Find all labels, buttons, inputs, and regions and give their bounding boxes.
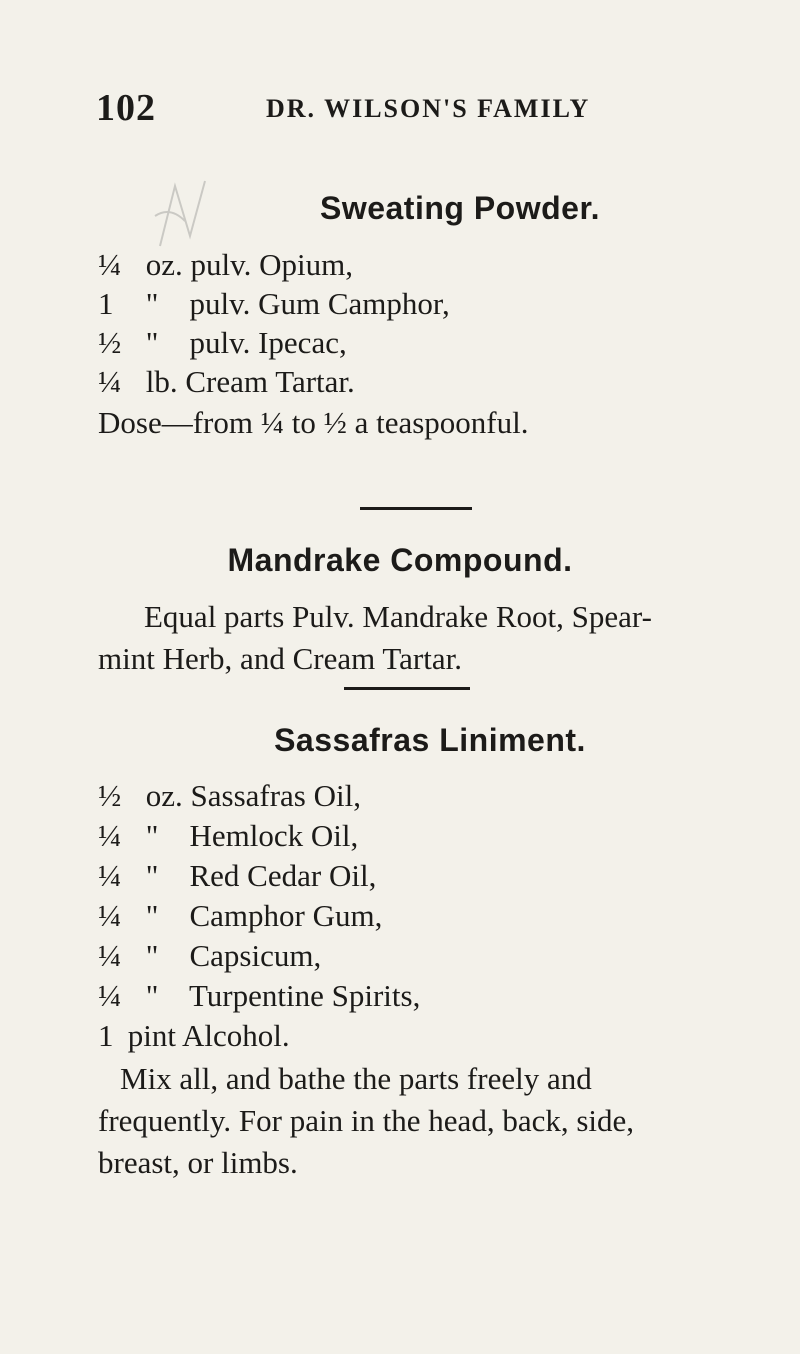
quantity: ¼ [98,938,122,973]
running-head: DR. WILSON'S FAMILY [266,94,591,123]
ingredient: Sassafras Oil, [190,778,361,813]
unit: " [145,978,159,1013]
unit: " [145,898,159,933]
quantity: ¼ [98,978,122,1013]
recipe-line [98,778,361,814]
unit: lb. [145,364,178,399]
recipe-line [98,898,382,934]
section-title-sweating-powder: Sweating Powder. [319,190,601,226]
paragraph-line: Mix all, and bathe the parts freely and [120,1061,592,1096]
recipe-line [98,325,347,361]
paragraph-line: Equal parts Pulv. Mandrake Root, Spear- [144,599,652,634]
recipe-line [98,858,376,894]
ingredient: Red Cedar Oil, [189,858,377,893]
unit: " [145,286,159,321]
quantity: ½ [98,778,122,813]
quantity: ¼ [98,898,122,933]
section-title-sassafras-liniment: Sassafras Liniment. [274,722,586,758]
ingredient: Camphor Gum, [189,898,383,933]
unit: " [145,938,159,973]
quantity: ¼ [98,364,122,399]
ingredient: Alcohol. [182,1018,290,1053]
unit: oz. [145,247,183,282]
unit: oz. [145,778,183,813]
ingredient: pulv. Gum Camphor, [189,286,450,321]
dose-line: Dose—from ¼ to ½ a teaspoonful. [98,405,529,440]
recipe-line [98,818,358,854]
recipe-line [98,938,321,974]
paragraph-line: frequently. For pain in the head, back, side, [98,1103,635,1138]
page-number: 102 [96,87,156,129]
quantity: ¼ [98,858,122,893]
ingredient: Cream Tartar. [185,364,355,399]
ingredient: Capsicum, [189,938,322,973]
ingredient: Turpentine Spirits, [188,978,421,1013]
ingredient: pulv. Ipecac, [189,325,347,360]
quantity: ¼ [98,818,122,853]
ingredient: Hemlock Oil, [189,818,359,853]
quantity: 1 [98,286,114,321]
recipe-line [98,978,420,1014]
recipe-line [98,247,353,283]
section-title-mandrake-compound: Mandrake Compound. [227,542,573,578]
unit: " [145,325,159,360]
quantity: ½ [98,325,122,360]
unit: " [145,858,159,893]
sassafras-directions [98,1058,768,1184]
page-header [96,86,616,136]
quantity: ¼ [98,247,122,282]
recipe-line [98,1018,290,1054]
unit: pint [127,1018,176,1053]
mandrake-body [98,596,768,680]
section-divider [344,687,470,690]
recipe-line [98,364,355,400]
unit: " [145,818,159,853]
paragraph-line: mint Herb, and Cream Tartar. [98,641,462,676]
section-divider [360,507,472,510]
recipe-line [98,286,450,322]
quantity: 1 [98,1018,114,1053]
paragraph-line: breast, or limbs. [98,1145,298,1180]
ingredient: pulv. Opium, [190,247,353,282]
